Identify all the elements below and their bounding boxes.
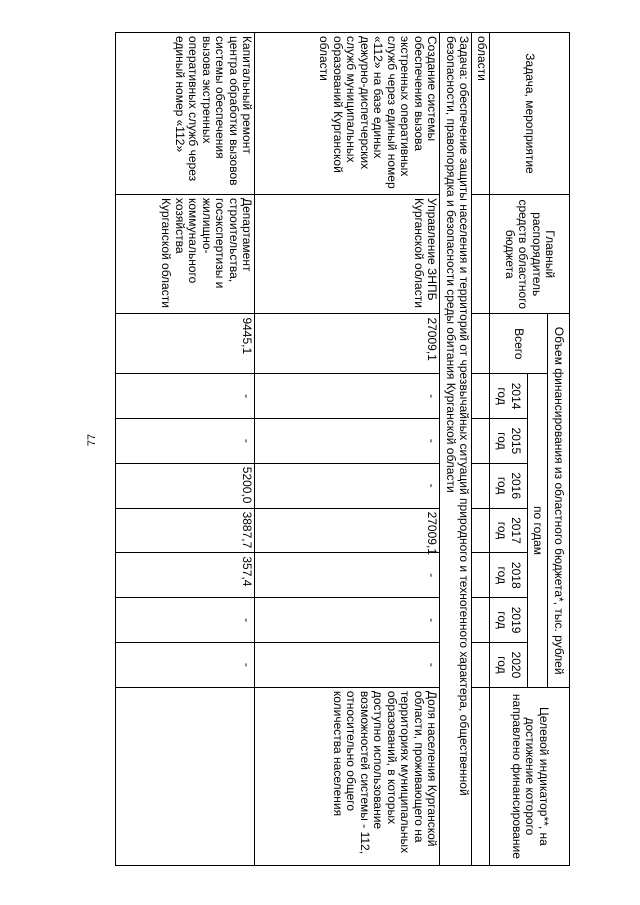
header-by-years: по годам: [528, 374, 548, 688]
row-total: 27009,1: [255, 314, 440, 374]
header-year-2017: 2017 год: [490, 508, 528, 553]
header-task: Задача, мероприятие: [490, 33, 570, 195]
header-year-2018: 2018 год: [490, 553, 528, 598]
financing-table: [115, 32, 570, 866]
row-2019: -: [116, 598, 255, 643]
header-year-2016: 2016 год: [490, 463, 528, 508]
table-row: [255, 33, 440, 866]
row-2016: 5200,0: [116, 463, 255, 508]
row-2014: -: [116, 374, 255, 419]
table-row: [116, 33, 255, 866]
row-2017: 3887,7: [116, 508, 255, 553]
task-row: Задача: обеспечение защиты населения и территорий от чрезвычайных ситуаций природного и техногенного характера, общественной безопасности, правопорядка и безопасности среды обитания Курганской области: [440, 33, 472, 866]
row-name: Создание системы обеспечения вызова экстренных оперативных служб через единый номер «112» на базе единых дежурно-диспетчерских служб муниципальных образований Курганской области: [255, 33, 440, 195]
row-2019: -: [255, 598, 440, 643]
header-year-2015: 2015 год: [490, 418, 528, 463]
row-2020: -: [255, 642, 440, 687]
row-2014: -: [255, 374, 440, 419]
row-2016: -: [255, 463, 440, 508]
rotated-table-page: [115, 32, 570, 866]
row-2018: -: [255, 553, 440, 598]
row-2017: 27009,1: [255, 508, 440, 553]
row-executor: Управление ЗНПБ Курганской области: [255, 194, 440, 313]
header-executor: Главный распорядитель средств областного бюджета: [490, 194, 570, 313]
row-2015: -: [255, 418, 440, 463]
row-2018: 357,4: [116, 553, 255, 598]
header-year-2019: 2019 год: [490, 598, 528, 643]
row-2015: -: [116, 418, 255, 463]
row-total: 9445,1: [116, 314, 255, 374]
header-indicator: Целевой индикатор**, на достижение которого направлено финансирование: [490, 687, 570, 865]
row-2020: -: [116, 642, 255, 687]
header-volume: Объем финансирования из областного бюджета*, тыс. рублей: [548, 314, 570, 687]
page-number: 77: [86, 433, 98, 447]
row-executor: Департамент строительства, госэкспертизы и жилищно-коммунального хозяйства Курганской области: [116, 194, 255, 313]
row-indicator: [116, 687, 255, 865]
prev-row-tail: области: [472, 33, 490, 195]
header-total: Всего: [490, 314, 548, 374]
header-year-2014: 2014 год: [490, 374, 528, 419]
header-year-2020: 2020 год: [490, 642, 528, 687]
row-name: Капитальный ремонт центра обработки вызовов системы обеспечения вызова экстренных оперативных служб через единый номер «112»: [116, 33, 255, 195]
row-indicator: Доля населения Курганской области, проживающего на территориях муниципальных образований, в которых доступно использование возможностей системы - 112, относительно общего количества населения: [255, 687, 440, 865]
